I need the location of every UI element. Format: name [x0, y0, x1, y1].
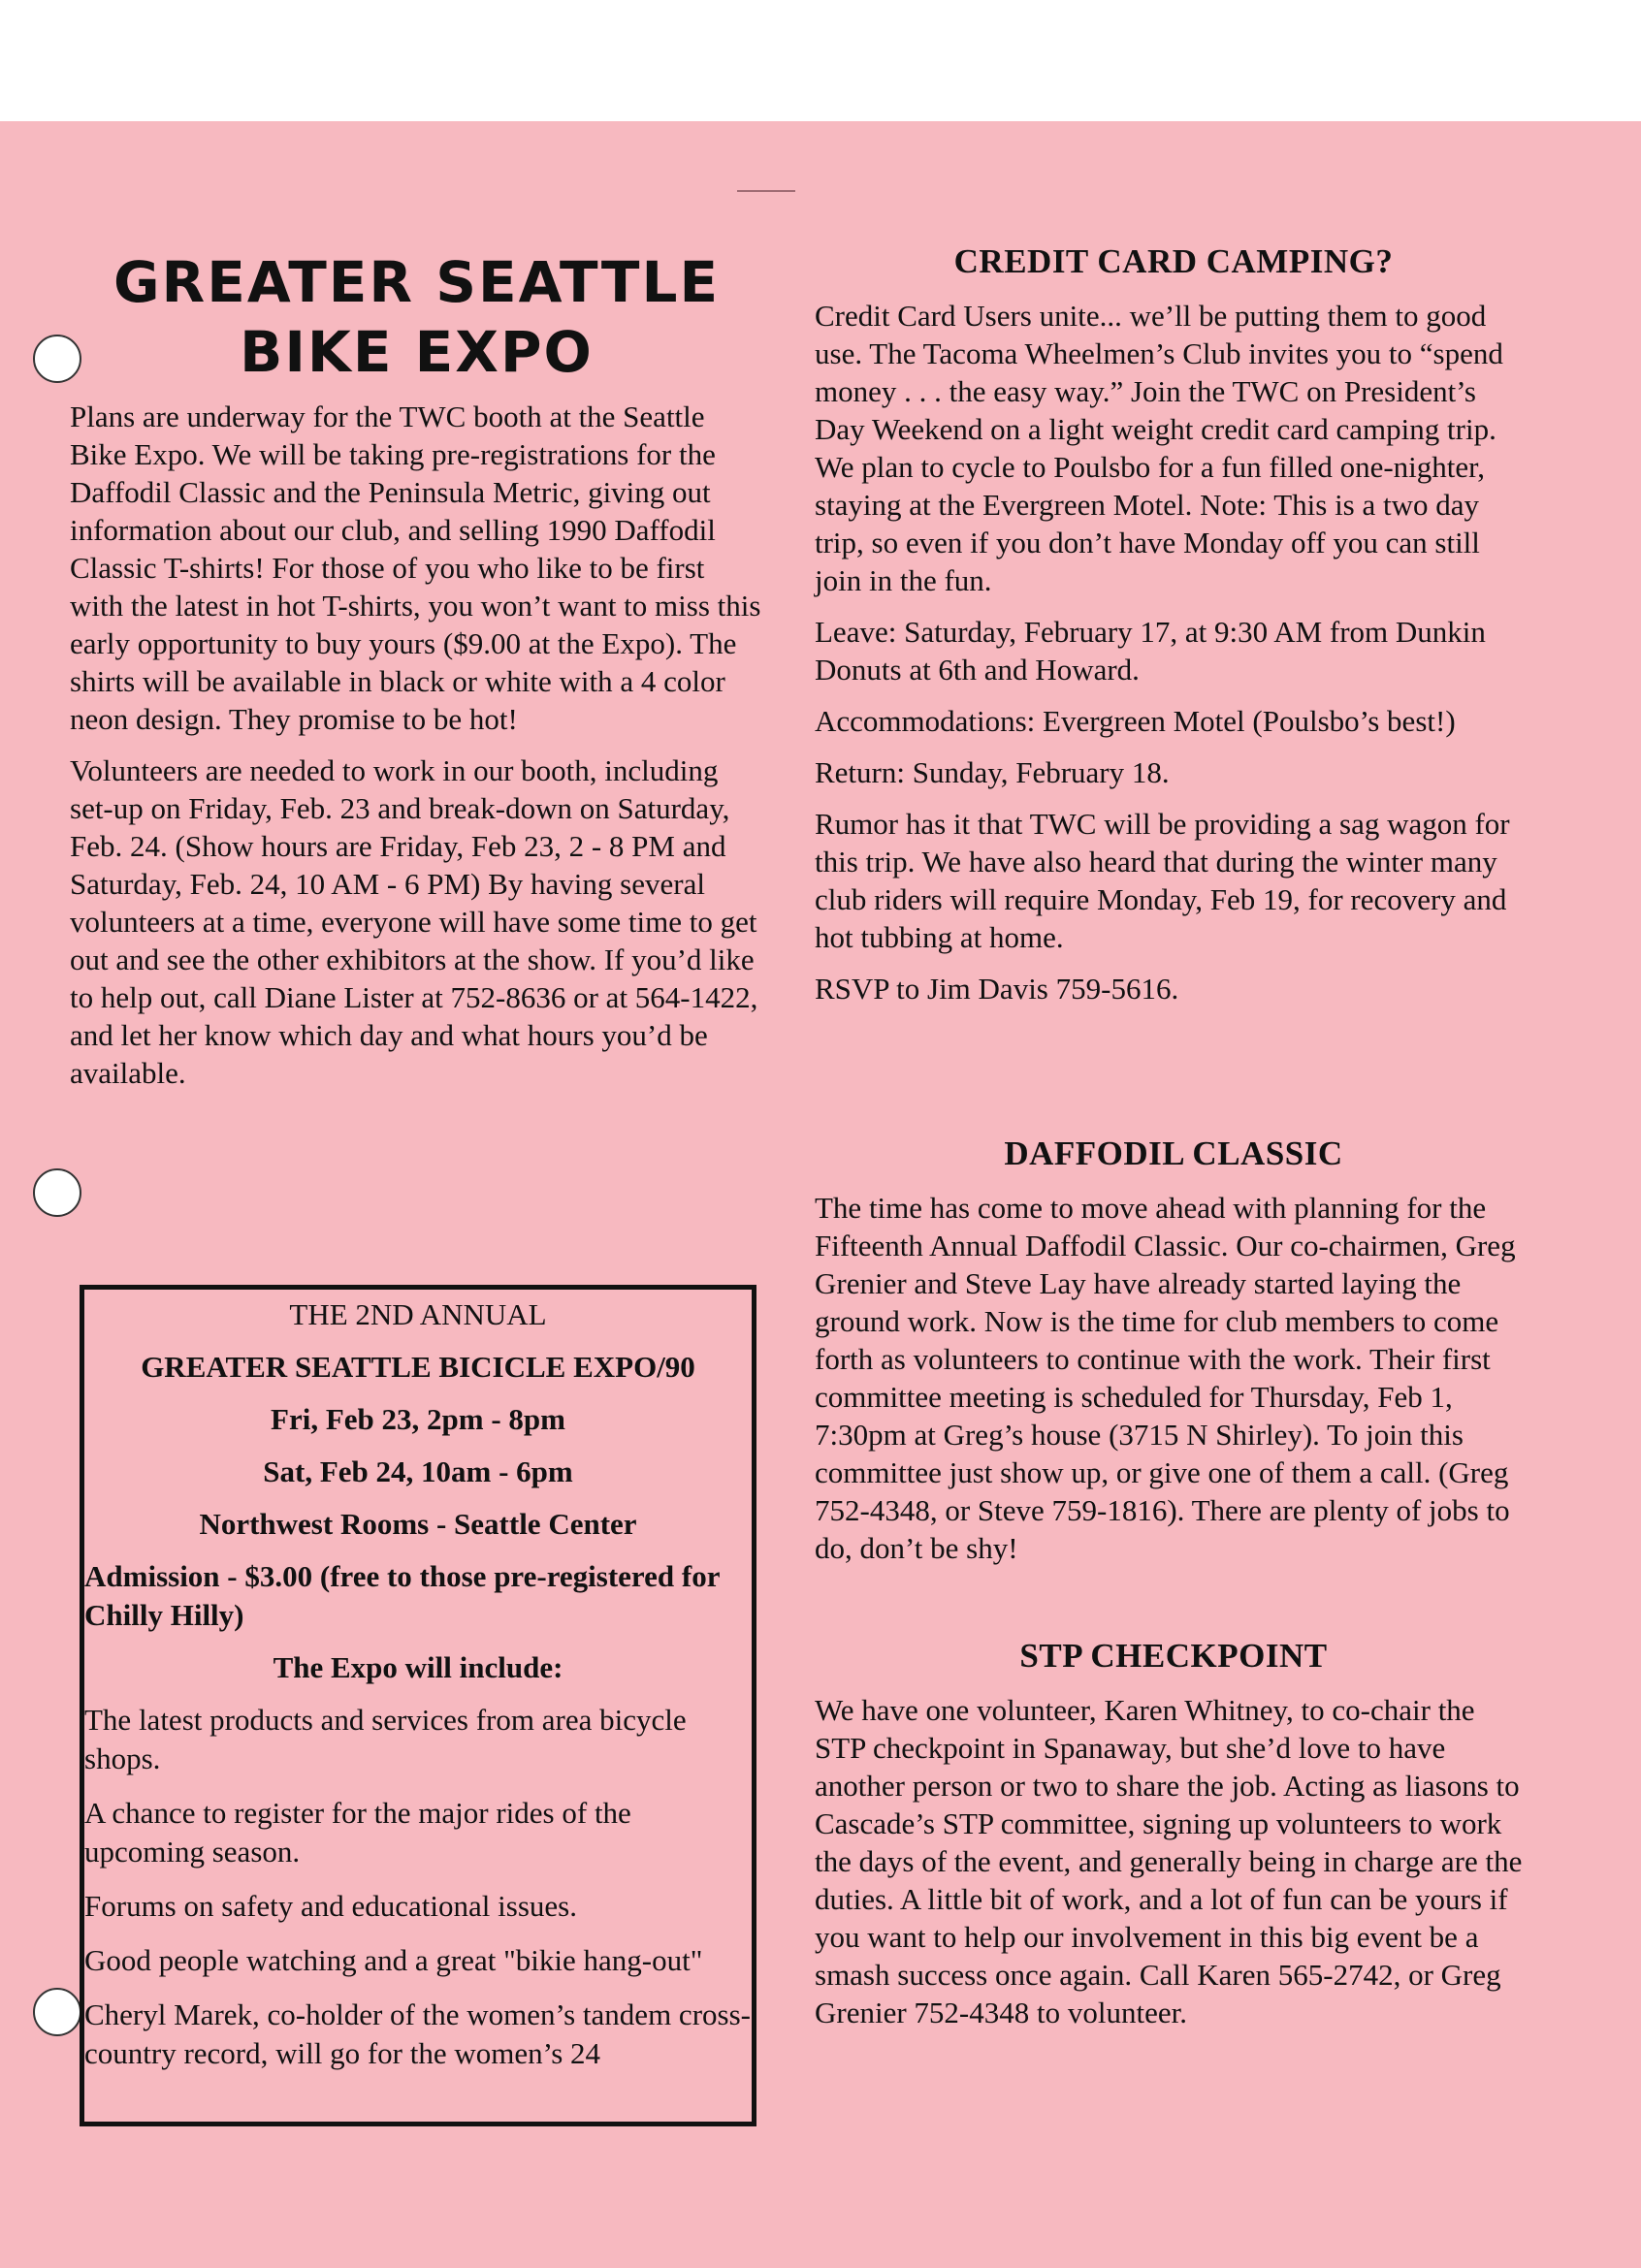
stp-heading: STP CHECKPOINT — [1019, 1637, 1328, 1675]
box-annual-line: THE 2ND ANNUAL — [289, 1297, 547, 1331]
list-item: A chance to register for the major rides of the upcoming season. — [84, 1796, 631, 1869]
list-item: The latest products and services from area bicycle shops. — [84, 1703, 687, 1775]
expo-paragraph: Plans are underway for the TWC booth at the Seattle Bike Expo. We will be taking pre-registrations for the Daffodil Classic and the Peninsula Metric, giving out information about our club, and selling 1990 Daffodil Classic T-shirts! For those of you who like to be first with the latest in hot T-shirts, you won’t want to miss this early opportunity to buy yours ($9.00 at the Expo). The shirts will be available in black or white with a 4 color neon design. They promise to be hot! — [70, 399, 761, 736]
masthead-line-1: GREATER SEATTLE — [113, 249, 721, 315]
daffodil-heading: DAFFODIL CLASSIC — [1004, 1134, 1343, 1172]
camping-rsvp: RSVP to Jim Davis 759-5616. — [815, 972, 1179, 1006]
expo-article — [70, 398, 763, 1105]
stp-article — [815, 1637, 1532, 2045]
binder-hole-bottom — [33, 1988, 81, 2036]
camping-rumor: Rumor has it that TWC will be providing a sag wagon for this trip. We have also heard that during the winter many club riders will require Monday, Feb 19, for recovery and hot tubbing at home. — [815, 807, 1510, 954]
daffodil-body: The time has come to move ahead with planning for the Fifteenth Annual Daffodil Classic. Our co-chairmen, Greg Grenier and Steve Lay have already started laying the ground work. Now is the time for club members to come forth as volunteers to continue with the work. Their first committee meeting is scheduled for Thursday, Feb 1, 7:30pm at Greg’s house (3715 N Shirley). To join this committee just show up, or give one of them a call. (Greg 752-4348, or Steve 759-1816). There are plenty of jobs to do, don’t be shy! — [815, 1191, 1516, 1565]
box-location: Northwest Rooms - Seattle Center — [199, 1507, 637, 1541]
camping-return: Return: Sunday, February 18. — [815, 755, 1170, 789]
camping-accommodations: Accommodations: Evergreen Motel (Poulsbo’s best!) — [815, 704, 1456, 738]
camping-intro: Credit Card Users unite... we’ll be putting them to good use. The Tacoma Wheelmen’s Club invites you to “spend money . . . the easy way.” Join the TWC on President’s Day Weekend on a light weight credit card camping trip. We plan to cycle to Poulsbo for a fun filled one-nighter, staying at the Evergreen Motel. Note: This is a two day trip, so even if you don’t have Monday off you can still join in the fun. — [815, 299, 1503, 597]
stp-body: We have one volunteer, Karen Whitney, to co-chair the STP checkpoint in Spanaway, but she’d love to have another person or two to share the job. Acting as liasons to Cascade’s STP committee, signing up volunteers to work the days of the event, and generally being in charge are the duties. A little bit of work, and a lot of fun can be yours if you want to help our involvement in this big event be a smash success once again. Call Karen 565-2742, or Greg Grenier 752-4348 to volunteer. — [815, 1693, 1523, 2029]
daffodil-article — [815, 1134, 1532, 1581]
camping-leave: Leave: Saturday, February 17, at 9:30 AM from Dunkin Donuts at 6th and Howard. — [815, 615, 1486, 687]
list-item: Cheryl Marek, co-holder of the women’s tandem cross-country record, will go for the women’s 24 — [84, 1997, 751, 2070]
camping-heading: CREDIT CARD CAMPING? — [953, 242, 1394, 280]
box-saturday-hours: Sat, Feb 24, 10am - 6pm — [263, 1454, 573, 1488]
box-friday-hours: Fri, Feb 23, 2pm - 8pm — [271, 1402, 565, 1436]
paper-mark — [737, 190, 795, 192]
expo-info-box — [80, 1285, 756, 2126]
camping-article — [815, 242, 1532, 1021]
list-item: Forums on safety and educational issues. — [84, 1889, 577, 1923]
expo-paragraph: Volunteers are needed to work in our booth, including set-up on Friday, Feb. 23 and break-down on Saturday, Feb. 24. (Show hours are Friday, Feb 23, 2 - 8 PM and Saturday, Feb. 24, 10 AM - 6 PM) By having several volunteers at a time, everyone will have some time to get out and see the other exhibitors at the show. If you’d like to help out, call Diane Lister at 752-8636 or at 564-1422, and let her know which day and what hours you’d be available. — [70, 753, 758, 1090]
box-includes-list — [84, 1701, 752, 2073]
box-admission: Admission - $3.00 (free to those pre-registered for Chilly Hilly) — [84, 1559, 720, 1632]
binder-hole-middle — [33, 1168, 81, 1217]
masthead — [70, 247, 763, 387]
box-event-title: GREATER SEATTLE BICICLE EXPO/90 — [141, 1350, 695, 1384]
box-includes-heading: The Expo will include: — [273, 1650, 563, 1684]
list-item: Good people watching and a great "bikie hang-out" — [84, 1943, 703, 1977]
masthead-line-2: BIKE EXPO — [240, 319, 594, 385]
